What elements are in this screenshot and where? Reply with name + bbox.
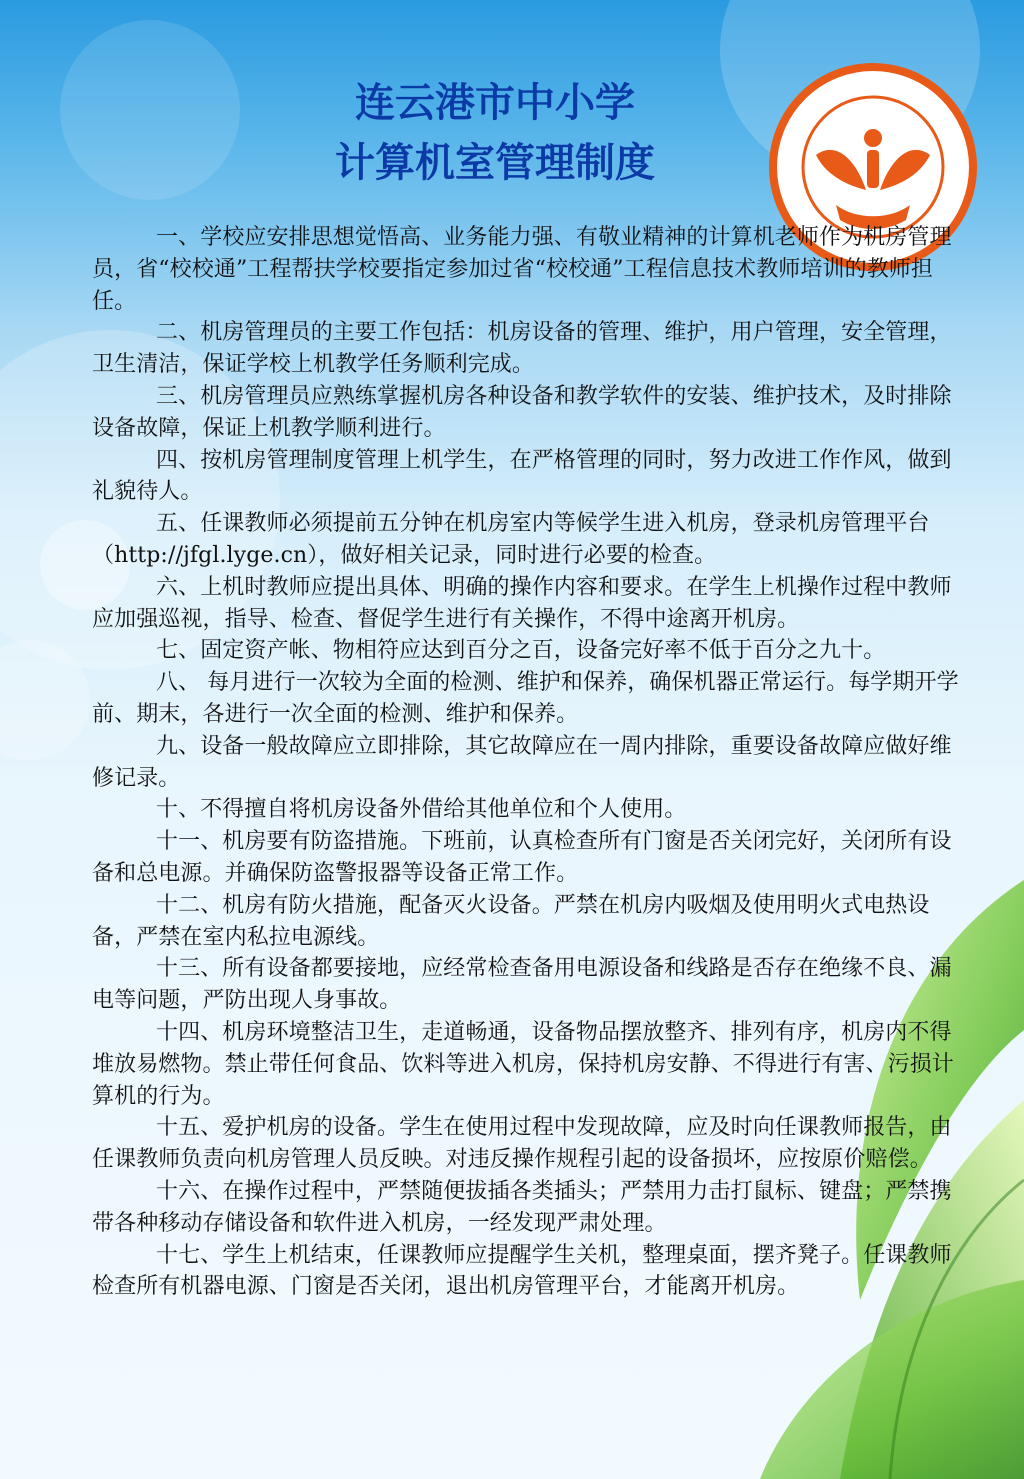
regulation-item: 十七、学生上机结束，任课教师应提醒学生关机，整理桌面，摆齐凳子。任课教师检查所有机器电源、门窗是否关闭，退出机房管理平台，才能离开机房。 xyxy=(92,1242,952,1300)
regulation-item: 十五、爱护机房的设备。学生在使用过程中发现故障，应及时向任课教师报告，由任课教师负责向机房管理人员反映。对违反操作规程引起的设备损坏，应按原价赔偿。 xyxy=(92,1115,952,1173)
regulation-item: 三、机房管理员应熟练掌握机房各种设备和教学软件的安装、维护技术，及时排除设备故障，保证上机教学顺利进行。 xyxy=(92,383,952,441)
regulation-item: 十三、所有设备都要接地，应经常检查备用电源设备和线路是否存在绝缘不良、漏电等问题，严防出现人身事故。 xyxy=(92,956,952,1014)
regulation-item: 四、按机房管理制度管理上机学生，在严格管理的同时，努力改进工作作风，做到礼貌待人。 xyxy=(92,447,952,505)
regulation-item: 八、 每月进行一次较为全面的检测、维护和保养，确保机器正常运行。每学期开学前、期末，各进行一次全面的检测、维护和保养。 xyxy=(92,670,959,727)
page-title-regulation: 计算机室管理制度 xyxy=(335,140,655,186)
regulation-item: 五、任课教师必须提前五分钟在机房室内等候学生进入机房，登录机房管理平台（http://jfgl.lyge.cn），做好相关记录，同时进行必要的检查。 xyxy=(92,511,930,568)
regulation-item: 十一、机房要有防盗措施。下班前，认真检查所有门窗是否关闭完好，关闭所有设备和总电源。并确保防盗警报器等设备正常工作。 xyxy=(92,829,952,886)
regulation-item: 十四、机房环境整洁卫生，走道畅通，设备物品摆放整齐、排列有序，机房内不得堆放易燃物。禁止带任何食品、饮料等进入机房，保持机房安静、不得进行有害、污损计算机的行为。 xyxy=(92,1019,954,1109)
regulation-item: 十二、机房有防火措施，配备灭火设备。严禁在机房内吸烟及使用明火式电热设备，严禁在室内私拉电源线。 xyxy=(92,892,930,950)
regulation-item: 二、机房管理员的主要工作包括：机房设备的管理、维护，用户管理，安全管理，卫生清洁，保证学校上机教学任务顺利完成。 xyxy=(92,320,952,378)
regulation-item: 七、固定资产帐、物相符应达到百分之百，设备完好率不低于百分之九十。 xyxy=(156,638,886,664)
page-title-school: 连云港市中小学 xyxy=(355,80,635,126)
regulation-item: 九、设备一般故障应立即排除，其它故障应在一周内排除，重要设备故障应做好维修记录。 xyxy=(92,733,952,791)
regulation-body xyxy=(92,222,972,1303)
regulation-item: 一、学校应安排思想觉悟高、业务能力强、有敬业精神的计算机老师作为机房管理员，省“校校通”工程帮扶学校要指定参加过省“校校通”工程信息技术教师培训的教师担任。 xyxy=(92,225,952,314)
regulation-item: 十、不得擅自将机房设备外借给其他单位和个人使用。 xyxy=(156,797,687,823)
regulation-item: 十六、在操作过程中，严禁随便拔插各类插头；严禁用力击打鼠标、键盘；严禁携带各种移动存储设备和软件进入机房，一经发现严肃处理。 xyxy=(92,1178,952,1236)
regulation-item: 六、上机时教师应提出具体、明确的操作内容和要求。在学生上机操作过程中教师应加强巡视，指导、检查、督促学生进行有关操作，不得中途离开机房。 xyxy=(92,574,952,632)
